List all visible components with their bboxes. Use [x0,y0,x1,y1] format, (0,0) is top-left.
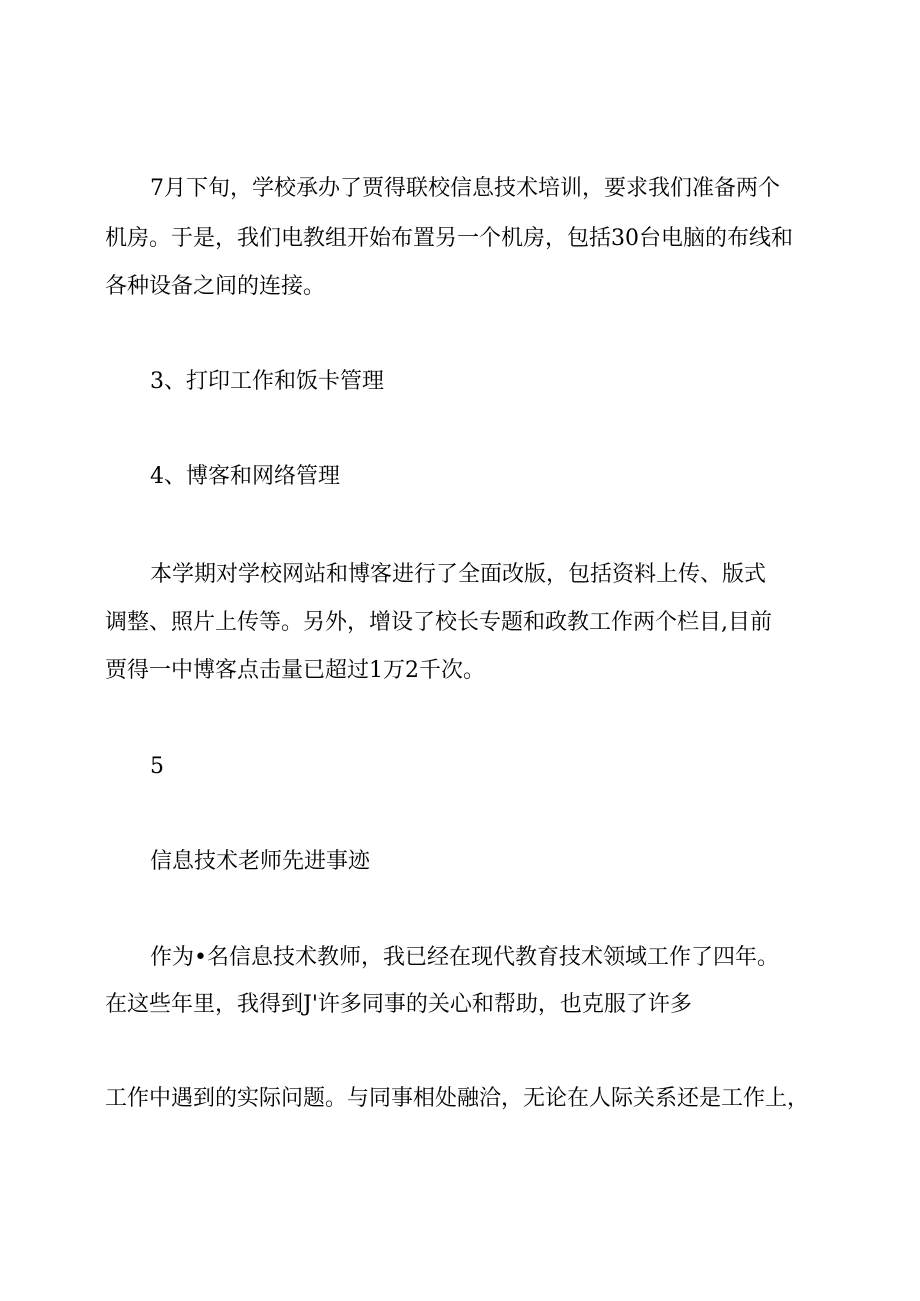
paragraph-line: 在这些年里，我得到J'许多同事的关心和帮助，也克服了许多 [105,992,692,1017]
section-heading: 3、打印工作和饭卡管理 [150,369,384,394]
paragraph-line: 各种设备之间的连接。 [105,274,326,299]
paragraph-line: 工作中遇到的实际问题。与同事相处融洽，无论在人际关系还是工作上， [105,1086,810,1111]
paragraph-line: 贾得一中博客点击量已超过1万2千次。 [105,658,485,683]
section-title: 信息技术老师先进事迹 [150,849,371,874]
page-number: 5 [150,754,164,779]
paragraph-line: 机房。于是，我们电教组开始布置另一个机房，包括30台电脑的布线和 [105,226,793,251]
paragraph-line: 作为•名信息技术教师，我已经在现代教育技术领域工作了四年。 [150,945,779,970]
section-heading: 4、博客和网络管理 [150,464,340,489]
paragraph-line: 调整、照片上传等。另外，增设了校长专题和政教工作两个栏目,目前 [105,610,772,635]
paragraph-line: 7月下旬，学校承办了贾得联校信息技术培训，要求我们准备两个 [150,176,780,201]
paragraph-line: 本学期对学校网站和博客进行了全面改版，包括资料上传、版式 [150,562,767,587]
